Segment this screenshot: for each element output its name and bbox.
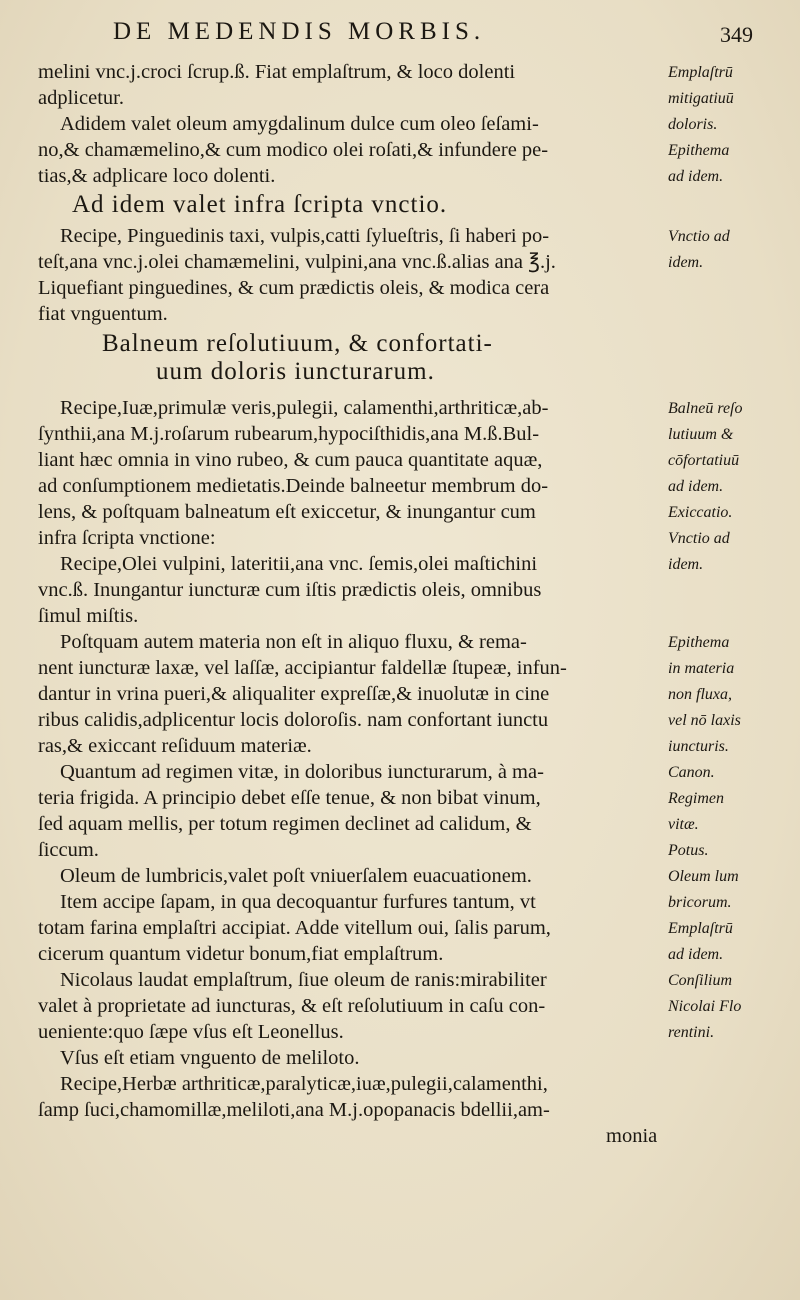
text-line: monia bbox=[606, 1125, 658, 1147]
section-heading: Ad idem valet infra ſcripta vnctio. bbox=[72, 191, 448, 218]
text-line: Poſtquam autem materia non eſt in aliquo fluxu, & rema- bbox=[60, 631, 527, 653]
text-line: liant hæc omnia in vino rubeo, & cum pauca quantitate aquæ, bbox=[38, 449, 543, 471]
running-title: DE MEDENDIS MORBIS. bbox=[113, 18, 486, 45]
text-line: ſiccum. bbox=[38, 839, 99, 861]
text-line: Adidem valet oleum amygdalinum dulce cum oleo ſeſami- bbox=[60, 113, 539, 135]
section-heading: Balneum reſolutiuum, & confortati- bbox=[102, 330, 493, 357]
text-line: Recipe,Olei vulpini, lateritii,ana vnc. ſemis,olei maſtichini bbox=[60, 553, 538, 575]
margin-note: Exiccatio. bbox=[668, 504, 733, 521]
margin-note: rentini. bbox=[668, 1024, 715, 1041]
text-line: ſimul miſtis. bbox=[38, 605, 139, 627]
text-line: ſynthii,ana M.j.roſarum rubearum,hypociſthidis,ana M.ß.Bul- bbox=[38, 423, 540, 445]
margin-note: vel nō laxis bbox=[668, 712, 741, 729]
text-line: totam farina emplaſtri accipiat. Adde vitellum oui, ſalis parum, bbox=[38, 917, 551, 939]
text-line: teria frigida. A principio debet eſſe tenue, & non bibat vinum, bbox=[38, 787, 541, 809]
text-line: tias,& adplicare loco dolenti. bbox=[38, 165, 276, 187]
margin-note: Emplaſtrū bbox=[668, 920, 733, 937]
text-line: Vſus eſt etiam vnguento de meliloto. bbox=[60, 1047, 360, 1069]
text-line: valet à proprietate ad iuncturas, & eſt reſolutiuum in caſu con- bbox=[38, 995, 546, 1017]
text-line: ad conſumptionem medietatis.Deinde balneetur membrum do- bbox=[38, 475, 549, 497]
margin-note: Vnctio ad bbox=[668, 530, 730, 547]
margin-note: cōfortatiuū bbox=[668, 452, 740, 469]
text-line: Nicolaus laudat emplaſtrum, ſiue oleum de ranis:mirabiliter bbox=[60, 969, 547, 991]
margin-note: bricorum. bbox=[668, 894, 732, 911]
text-line: nent iuncturæ laxæ, vel laſſæ, accipiantur faldellæ ſtupeæ, infun- bbox=[38, 657, 567, 679]
margin-note: vitæ. bbox=[668, 816, 699, 833]
text-line: ras,& exiccant reſiduum materiæ. bbox=[38, 735, 312, 757]
margin-note: in materia bbox=[668, 660, 735, 677]
text-line: melini vnc.j.croci ſcrup.ß. Fiat emplaſtrum, & loco dolenti bbox=[38, 61, 516, 83]
text-line: ſamp ſuci,chamomillæ,meliloti,ana M.j.opopanacis bdellii,am- bbox=[38, 1099, 550, 1121]
margin-note: ad idem. bbox=[668, 168, 724, 185]
margin-note: Balneū reſo bbox=[668, 400, 743, 417]
margin-note: idem. bbox=[668, 254, 704, 271]
margin-note: Nicolai Flo bbox=[668, 998, 742, 1015]
margin-note: Potus. bbox=[668, 842, 709, 859]
text-line: dantur in vrina pueri,& aliqualiter expreſſæ,& inuolutæ in cine bbox=[38, 683, 550, 705]
text-line: Recipe, Pinguedinis taxi, vulpis,catti ſylueſtris, ſi haberi po- bbox=[60, 225, 550, 247]
margin-note: non fluxa, bbox=[668, 686, 732, 703]
text-line: infra ſcripta vnctione: bbox=[38, 527, 216, 549]
margin-note: Conſilium bbox=[668, 972, 733, 989]
margin-note: doloris. bbox=[668, 116, 718, 133]
text-line: adplicetur. bbox=[38, 87, 124, 109]
margin-note: Regimen bbox=[668, 790, 724, 807]
text-line: fiat vnguentum. bbox=[38, 303, 168, 325]
text-line: ſed aquam mellis, per totum regimen declinet ad calidum, & bbox=[38, 813, 532, 835]
text-line: ribus calidis,adplicentur locis doloroſis. nam confortant iunctu bbox=[38, 709, 549, 731]
page-header bbox=[113, 18, 753, 54]
text-line: no,& chamæmelino,& cum modico olei roſati,& infundere pe- bbox=[38, 139, 549, 161]
text-line: vnc.ß. Inungantur iuncturæ cum iſtis prædictis oleis, omnibus bbox=[38, 579, 542, 601]
text-line: teſt,ana vnc.j.olei chamæmelini, vulpini,ana vnc.ß.alias ana ℥.j. bbox=[38, 251, 556, 273]
margin-note: Oleum lum bbox=[668, 868, 739, 885]
text-line: Recipe,Iuæ,primulæ veris,pulegii, calamenthi,arthriticæ,ab- bbox=[60, 397, 549, 419]
margin-note: ad idem. bbox=[668, 478, 724, 495]
margin-note: Vnctio ad bbox=[668, 228, 730, 245]
margin-note: idem. bbox=[668, 556, 704, 573]
margin-note: lutiuum & bbox=[668, 426, 734, 443]
margin-note: iuncturis. bbox=[668, 738, 729, 755]
text-line: Quantum ad regimen vitæ, in doloribus iuncturarum, à ma- bbox=[60, 761, 544, 783]
text-line: Liquefiant pinguedines, & cum prædictis oleis, & modica cera bbox=[38, 277, 550, 299]
margin-note: Emplaſtrū bbox=[668, 64, 733, 81]
text-line: cicerum quantum videtur bonum,fiat emplaſtrum. bbox=[38, 943, 444, 965]
margin-note: ad idem. bbox=[668, 946, 724, 963]
page-number: 349 bbox=[720, 22, 753, 47]
margin-note: Epithema bbox=[668, 634, 730, 651]
margin-note: mitigatiuū bbox=[668, 90, 734, 107]
margin-note: Canon. bbox=[668, 764, 715, 781]
section-heading: uum doloris iuncturarum. bbox=[156, 358, 435, 385]
text-line: Item accipe ſapam, in qua decoquantur furfures tantum, vt bbox=[60, 891, 536, 913]
text-line: Recipe,Herbæ arthriticæ,paralyticæ,iuæ,pulegii,calamenthi, bbox=[60, 1073, 548, 1095]
text-line: lens, & poſtquam balneatum eſt exiccetur, & inungantur cum bbox=[38, 501, 536, 523]
margin-note: Epithema bbox=[668, 142, 730, 159]
text-line: ueniente:quo ſæpe vſus eſt Leonellus. bbox=[38, 1021, 344, 1043]
text-line: Oleum de lumbricis,valet poſt vniuerſalem euacuationem. bbox=[60, 865, 532, 887]
